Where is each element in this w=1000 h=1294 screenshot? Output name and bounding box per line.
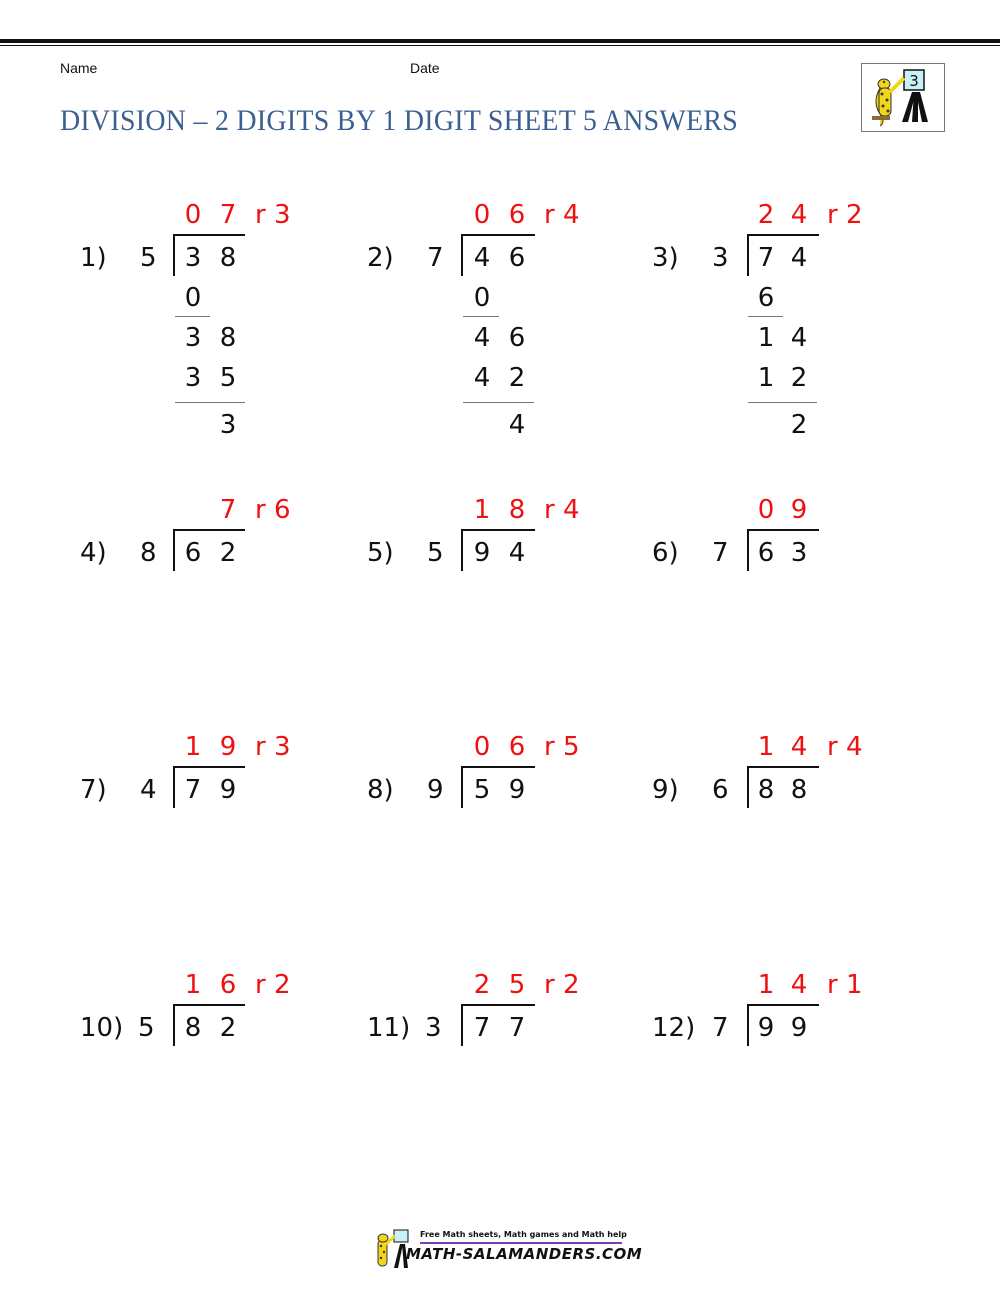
top-border-thick xyxy=(0,39,1000,43)
grade-number: 3 xyxy=(909,72,919,90)
quotient-digit: 2 xyxy=(473,970,491,1000)
work-digit: 4 xyxy=(473,323,491,353)
work-digit: 4 xyxy=(790,323,808,353)
work-digit: 4 xyxy=(508,410,526,440)
work-line xyxy=(748,402,817,403)
dividend-digit: 3 xyxy=(790,538,808,568)
remainder: r 2 xyxy=(827,200,863,230)
dividend-digit: 9 xyxy=(757,1013,775,1043)
problem-number: 10) xyxy=(80,1013,124,1043)
salamander-easel-icon xyxy=(862,64,944,131)
quotient-digit: 7 xyxy=(219,495,237,525)
dividend-digit: 8 xyxy=(790,775,808,805)
quotient-digit: 0 xyxy=(757,495,775,525)
dividend-digit: 9 xyxy=(219,775,237,805)
divisor: 8 xyxy=(140,538,157,568)
remainder: r 2 xyxy=(255,970,291,1000)
work-digit: 0 xyxy=(184,283,202,313)
problem-number: 12) xyxy=(652,1013,696,1043)
dividend-digit: 7 xyxy=(473,1013,491,1043)
dividend-digit: 7 xyxy=(508,1013,526,1043)
dividend-digit: 4 xyxy=(473,243,491,273)
problem-2 xyxy=(367,195,647,455)
problem-5 xyxy=(367,490,647,750)
remainder: r 1 xyxy=(827,970,863,1000)
divisor: 5 xyxy=(140,243,157,273)
dividend-digit: 6 xyxy=(508,243,526,273)
quotient-digit: 1 xyxy=(184,970,202,1000)
work-line xyxy=(175,316,210,317)
dividend-digit: 6 xyxy=(184,538,202,568)
dividend-digit: 2 xyxy=(219,1013,237,1043)
quotient-digit: 1 xyxy=(184,732,202,762)
footer-brand[interactable]: MATH-SALAMANDERS.COM xyxy=(406,1245,643,1263)
work-digit: 1 xyxy=(757,363,775,393)
divisor: 7 xyxy=(712,538,729,568)
dividend-digit: 8 xyxy=(757,775,775,805)
quotient-digit: 0 xyxy=(184,200,202,230)
name-label: Name xyxy=(60,60,98,76)
problem-8 xyxy=(367,727,647,987)
quotient-digit: 9 xyxy=(790,495,808,525)
quotient-digit: 4 xyxy=(790,970,808,1000)
remainder: r 4 xyxy=(544,200,580,230)
dividend-digit: 4 xyxy=(508,538,526,568)
dividend-digit: 8 xyxy=(219,243,237,273)
problem-number: 1) xyxy=(80,243,107,273)
problem-number: 3) xyxy=(652,243,679,273)
divisor: 9 xyxy=(427,775,444,805)
work-digit: 3 xyxy=(219,410,237,440)
problem-number: 9) xyxy=(652,775,679,805)
problem-number: 5) xyxy=(367,538,394,568)
problem-10 xyxy=(80,965,360,1225)
work-digit: 3 xyxy=(184,323,202,353)
work-digit: 4 xyxy=(473,363,491,393)
problem-number: 11) xyxy=(367,1013,411,1043)
remainder: r 5 xyxy=(544,732,580,762)
work-line xyxy=(748,316,783,317)
quotient-digit: 5 xyxy=(508,970,526,1000)
problem-3 xyxy=(652,195,932,455)
work-digit: 3 xyxy=(184,363,202,393)
divisor: 5 xyxy=(427,538,444,568)
quotient-digit: 6 xyxy=(508,732,526,762)
work-digit: 1 xyxy=(757,323,775,353)
dividend-digit: 8 xyxy=(184,1013,202,1043)
work-digit: 6 xyxy=(757,283,775,313)
remainder: r 2 xyxy=(544,970,580,1000)
logo xyxy=(861,63,945,132)
quotient-digit: 1 xyxy=(473,495,491,525)
work-digit: 2 xyxy=(790,363,808,393)
work-digit: 2 xyxy=(508,363,526,393)
remainder: r 3 xyxy=(255,200,291,230)
quotient-digit: 2 xyxy=(757,200,775,230)
dividend-digit: 9 xyxy=(508,775,526,805)
problem-number: 2) xyxy=(367,243,394,273)
problem-number: 7) xyxy=(80,775,107,805)
problem-11 xyxy=(367,965,647,1225)
divisor: 3 xyxy=(712,243,729,273)
quotient-digit: 6 xyxy=(219,970,237,1000)
dividend-digit: 6 xyxy=(757,538,775,568)
work-line xyxy=(463,402,534,403)
top-border-thin xyxy=(0,45,1000,46)
quotient-digit: 4 xyxy=(790,200,808,230)
footer-logo[interactable] xyxy=(372,1228,643,1272)
problem-number: 6) xyxy=(652,538,679,568)
date-label: Date xyxy=(410,60,440,76)
dividend-digit: 3 xyxy=(184,243,202,273)
work-digit: 0 xyxy=(473,283,491,313)
problem-6 xyxy=(652,490,932,750)
remainder: r 4 xyxy=(827,732,863,762)
problem-1 xyxy=(80,195,360,455)
quotient-digit: 0 xyxy=(473,200,491,230)
remainder: r 6 xyxy=(255,495,291,525)
divisor: 7 xyxy=(712,1013,729,1043)
quotient-digit: 6 xyxy=(508,200,526,230)
quotient-digit: 1 xyxy=(757,970,775,1000)
work-line xyxy=(463,316,499,317)
footer-divider xyxy=(420,1242,622,1244)
work-line xyxy=(175,402,245,403)
footer-tagline: Free Math sheets, Math games and Math help xyxy=(420,1230,627,1239)
dividend-digit: 4 xyxy=(790,243,808,273)
page-title: DIVISION – 2 DIGITS BY 1 DIGIT SHEET 5 ANSWERS xyxy=(60,104,739,137)
quotient-digit: 7 xyxy=(219,200,237,230)
work-digit: 6 xyxy=(508,323,526,353)
quotient-digit: 9 xyxy=(219,732,237,762)
quotient-digit: 8 xyxy=(508,495,526,525)
divisor: 5 xyxy=(138,1013,155,1043)
dividend-digit: 2 xyxy=(219,538,237,568)
dividend-digit: 7 xyxy=(184,775,202,805)
problem-number: 4) xyxy=(80,538,107,568)
problem-4 xyxy=(80,490,360,750)
divisor: 3 xyxy=(425,1013,442,1043)
remainder: r 3 xyxy=(255,732,291,762)
problem-12 xyxy=(652,965,932,1225)
divisor: 6 xyxy=(712,775,729,805)
problem-7 xyxy=(80,727,360,987)
quotient-digit: 1 xyxy=(757,732,775,762)
problem-9 xyxy=(652,727,932,987)
dividend-digit: 9 xyxy=(473,538,491,568)
quotient-digit: 0 xyxy=(473,732,491,762)
dividend-digit: 5 xyxy=(473,775,491,805)
dividend-digit: 9 xyxy=(790,1013,808,1043)
dividend-digit: 7 xyxy=(757,243,775,273)
work-digit: 8 xyxy=(219,323,237,353)
divisor: 4 xyxy=(140,775,157,805)
divisor: 7 xyxy=(427,243,444,273)
work-digit: 5 xyxy=(219,363,237,393)
quotient-digit: 4 xyxy=(790,732,808,762)
remainder: r 4 xyxy=(544,495,580,525)
work-digit: 2 xyxy=(790,410,808,440)
problem-number: 8) xyxy=(367,775,394,805)
